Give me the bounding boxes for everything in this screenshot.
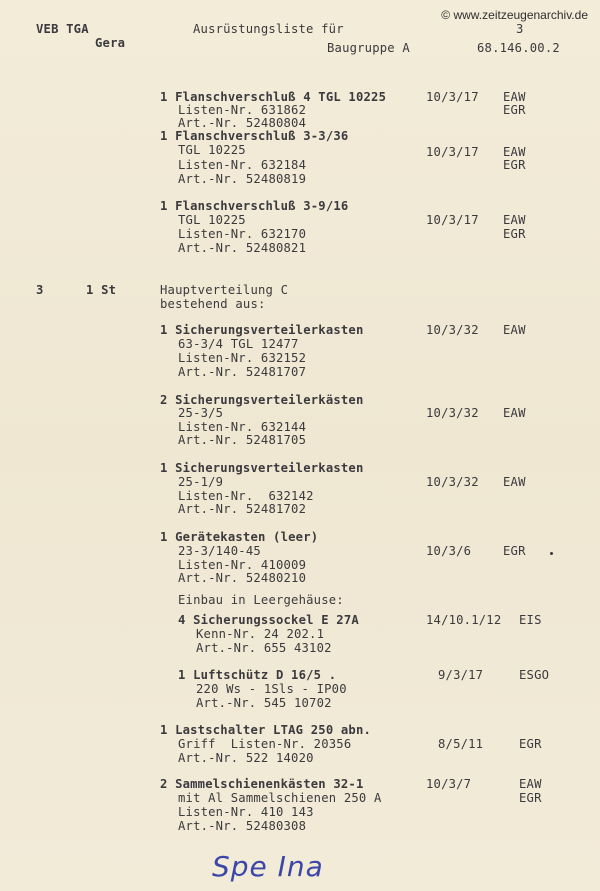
- item-org: EAW: [503, 90, 526, 104]
- handwritten-note: Spe Ina: [212, 850, 324, 883]
- item-code: 10/3/32: [426, 475, 479, 489]
- item-line: 1 Flanschverschluß 4 TGL 10225: [160, 90, 387, 104]
- item-code: 10/3/6: [426, 544, 472, 558]
- item-org: EGR: [519, 737, 542, 751]
- item-line: mit Al Sammelschienen 250 A: [178, 791, 382, 805]
- item-code: 14/10.1/12: [426, 613, 502, 627]
- item-org: EIS: [519, 613, 542, 627]
- header-org: VEB TGA: [36, 22, 89, 36]
- item-org: EAW: [503, 323, 526, 337]
- section-quantity: 1 St: [86, 283, 117, 297]
- item-line: Art.-Nr. 52481705: [178, 433, 307, 447]
- item-line: 2 Sicherungsverteilerkästen: [160, 393, 364, 407]
- doc-number: 68.146.00.2: [477, 41, 560, 55]
- item-org: EAW: [503, 475, 526, 489]
- item-line: 1 Gerätekasten (leer): [160, 530, 319, 544]
- item-line: Listen-Nr. 632152: [178, 351, 307, 365]
- item-line: Art.-Nr. 522 14020: [178, 751, 314, 765]
- item-line: 25-3/5: [178, 406, 224, 420]
- item-org: EAW: [519, 777, 542, 791]
- watermark: © www.zeitzeugenarchiv.de: [441, 8, 588, 22]
- item-org: EGR: [503, 544, 526, 558]
- item-line: Art.-Nr. 52480819: [178, 172, 307, 186]
- item-code: 10/3/17: [426, 145, 479, 159]
- item-line: 220 Ws - 1Sls - IP00: [196, 682, 347, 696]
- page-number: 3: [516, 22, 524, 36]
- item-line: 1 Sicherungsverteilerkasten: [160, 323, 364, 337]
- item-line: Art.-Nr. 52480821: [178, 241, 307, 255]
- item-org: ESGO: [519, 668, 550, 682]
- item-org: EAW: [503, 213, 526, 227]
- header-city: Gera: [95, 36, 126, 50]
- item-line: 1 Lastschalter LTAG 250 abn.: [160, 723, 372, 737]
- item-line: 23-3/140-45: [178, 544, 261, 558]
- section-sub: bestehend aus:: [160, 297, 266, 311]
- item-line: 1 Sicherungsverteilerkasten: [160, 461, 364, 475]
- item-line: 2 Sammelschienenkästen 32-1: [160, 777, 364, 791]
- item-line: Listen-Nr. 632142: [178, 489, 314, 503]
- item-org: EGR: [503, 158, 526, 172]
- item-org: EAW: [503, 145, 526, 159]
- item-line: Listen-Nr. 410009: [178, 558, 307, 572]
- item-org: EGR: [503, 103, 526, 117]
- item-line: Listen-Nr. 632184: [178, 158, 307, 172]
- item-line: 63-3/4 TGL 12477: [178, 337, 299, 351]
- item-line: Listen-Nr. 632144: [178, 420, 307, 434]
- item-code: 10/3/17: [426, 213, 479, 227]
- item-line: Art.-Nr. 52481707: [178, 365, 307, 379]
- header-group: Baugruppe A: [327, 41, 410, 55]
- section-name: Hauptverteilung C: [160, 283, 289, 297]
- item-line: Art.-Nr. 52480210: [178, 571, 307, 585]
- item-org: EGR: [519, 791, 542, 805]
- item-code: 10/3/32: [426, 323, 479, 337]
- item-code: 8/5/11: [438, 737, 484, 751]
- item-line: Griff Listen-Nr. 20356: [178, 737, 352, 751]
- item-code: 10/3/7: [426, 777, 472, 791]
- item-code: 10/3/32: [426, 406, 479, 420]
- item-line: 1 Flanschverschluß 3-9/16: [160, 199, 349, 213]
- item-line: Art.-Nr. 52480308: [178, 819, 307, 833]
- item-line: Listen-Nr. 631862: [178, 103, 307, 117]
- ink-dot: [550, 552, 553, 555]
- item-line: Kenn-Nr. 24 202.1: [196, 627, 325, 641]
- item-line: Listen-Nr. 632170: [178, 227, 307, 241]
- item-line: Listen-Nr. 410 143: [178, 805, 314, 819]
- item-org: EGR: [503, 227, 526, 241]
- item-line: 1 Flanschverschluß 3-3/36: [160, 129, 349, 143]
- item-line: Art.-Nr. 52481702: [178, 502, 307, 516]
- item-code: 9/3/17: [438, 668, 484, 682]
- item-line: TGL 10225: [178, 143, 246, 157]
- item-line: 25-1/9: [178, 475, 224, 489]
- item-line: TGL 10225: [178, 213, 246, 227]
- item-line: Art.-Nr. 52480804: [178, 116, 307, 130]
- item-code: 10/3/17: [426, 90, 479, 104]
- item-line: Art.-Nr. 545 10702: [196, 696, 332, 710]
- installation-heading: Einbau in Leergehäuse:: [178, 593, 344, 607]
- item-org: EAW: [503, 406, 526, 420]
- item-line: 1 Luftschütz D 16/5 .: [178, 668, 337, 682]
- item-line: Art.-Nr. 655 43102: [196, 641, 332, 655]
- header-title: Ausrüstungsliste für: [193, 22, 344, 36]
- item-line: 4 Sicherungssockel E 27A: [178, 613, 359, 627]
- section-position: 3: [36, 283, 44, 297]
